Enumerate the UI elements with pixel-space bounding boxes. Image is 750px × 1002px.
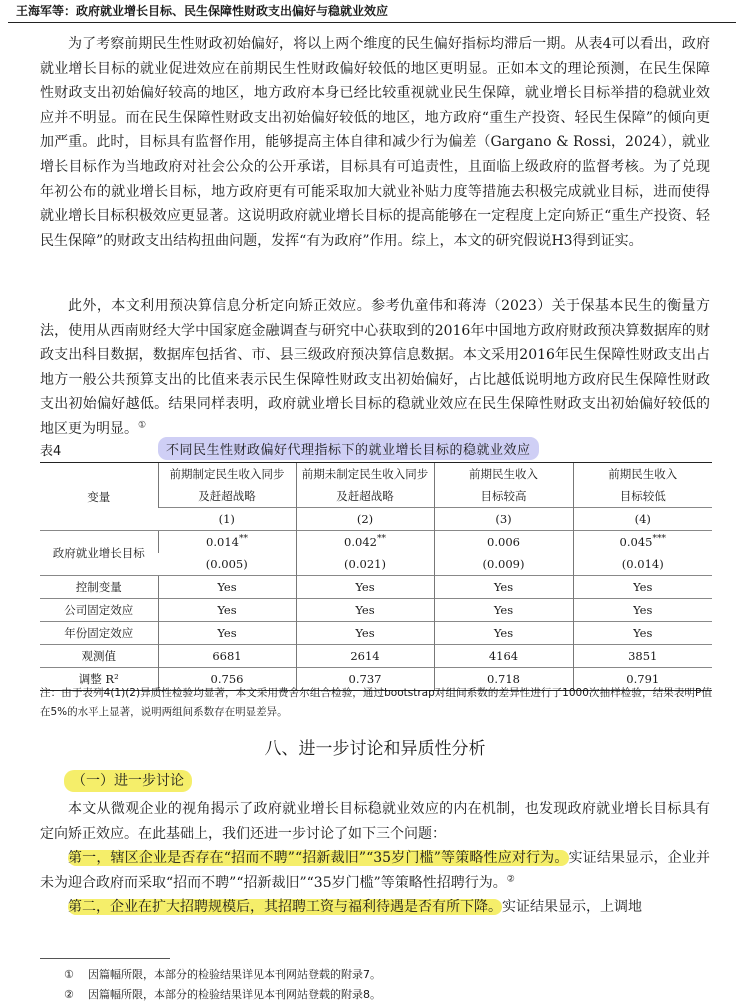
subsection-title: （一）进一步讨论	[64, 770, 192, 792]
col-header-3: 前期民生收入 目标较高	[434, 463, 573, 508]
var-header: 变量	[40, 463, 158, 531]
table-cell: 2614	[296, 645, 434, 668]
table-cell: Yes	[573, 576, 712, 599]
table-row	[40, 645, 712, 668]
footnote-mark: ①	[64, 968, 74, 981]
table-cell: Yes	[296, 622, 434, 645]
table-cell: Yes	[434, 599, 573, 622]
row-label: 年份固定效应	[40, 622, 158, 645]
table-row	[40, 622, 712, 645]
coef-cell-1: 0.014**	[158, 531, 296, 554]
table-cell: 6681	[158, 645, 296, 668]
footnote-1	[64, 966, 381, 982]
table-label: 表4	[40, 444, 62, 459]
table-cell: Yes	[296, 599, 434, 622]
paragraph-4-text: 实证结果显示，企业并未为迎合政府而采取“招而不聘”“招新裁旧”“35岁门槛”等策略性招聘行为。	[40, 850, 710, 891]
table-cell: Yes	[434, 576, 573, 599]
footnote-mark: ②	[64, 988, 74, 1001]
table-row	[40, 599, 712, 622]
coef-cell-3: 0.006	[434, 531, 573, 554]
table-row	[40, 576, 712, 599]
row-label: 调整 R²	[40, 668, 158, 691]
table-cell: Yes	[573, 622, 712, 645]
col-header-1: 前期制定民生收入同步 及赶超战略	[158, 463, 296, 508]
coef-label: 政府就业增长目标	[40, 531, 158, 576]
highlighted-question-2: 第二，企业在扩大招聘规模后，其招聘工资与福利待遇是否有所下降。	[68, 899, 502, 915]
footnote-text: 因篇幅所限，本部分的检验结果详见本刊网站登载的附录8。	[88, 988, 381, 1001]
se-cell-2: (0.021)	[296, 553, 434, 576]
paragraph-1: 为了考察前期民生性财政初始偏好，将以上两个维度的民生偏好指标均滞后一期。从表4可以看出，政府就业增长目标的就业促进效应在前期民生性财政偏好较低的地区更明显。正如本文的理论预测，在民生保障性财政支出初始偏好较高的地区，地方政府本身已经比较重视就业民生保障，就业增长目标举措的稳就业效应并不明显。而在民生保障性财政支出初始偏好较低的地区，地方政府“重生产投资、轻民生保障”的倾向更加严重。此时，目标具有监督作用，能够提高主体自律和减少行为偏差（Gargano & Rossi，2024），就业增长目标作为当地政府对社会公众的公开承诺，目标具有可追责性，且面临上级政府的监督考核。为了兑现年初公布的就业增长目标，地方政府更有可能采取加大就业补贴力度等措施去积极完成就业目标，进而使得就业增长目标积极效应更显著。这说明政府就业增长目标的提高能够在一定程度上定向矫正“重生产投资、轻民生保障”的财政支出结构扭曲问题，发挥“有为政府”作用。综上，本文的研究假说H3得到证实。	[40, 36, 710, 249]
table-note: 注：由于表列4(1)(2)异质性检验均显著，本文采用费舍尔组合检验，通过bootstrap对组间系数的差异性进行了1000次抽样检验，结果表明P值在5%的水平上显著，说明两组间系数存在明显差异。	[40, 687, 712, 718]
col-header-2: 前期未制定民生收入同步 及赶超战略	[296, 463, 434, 508]
table-cell: 0.718	[434, 668, 573, 691]
table-cell: Yes	[158, 599, 296, 622]
running-header: 王海军等：政府就业增长目标、民生保障性财政支出偏好与稳就业效应	[16, 4, 389, 18]
coef-cell-2: 0.042**	[296, 531, 434, 554]
row-label: 控制变量	[40, 576, 158, 599]
footnote-ref-1[interactable]: ①	[138, 420, 147, 431]
header-rule	[8, 22, 736, 23]
col-num-3: (3)	[434, 508, 573, 531]
paragraph-5	[40, 895, 748, 920]
table-cell: Yes	[158, 622, 296, 645]
table-cell: Yes	[434, 622, 573, 645]
footnote-ref-2[interactable]: ②	[506, 873, 515, 884]
footnote-text: 因篇幅所限，本部分的检验结果详见本刊网站登载的附录7。	[88, 968, 381, 981]
col-header-4: 前期民生收入 目标较低	[573, 463, 712, 508]
results-table	[40, 462, 712, 691]
table-cell: Yes	[573, 599, 712, 622]
col-num-2: (2)	[296, 508, 434, 531]
table-cell: 4164	[434, 645, 573, 668]
table-title: 不同民生性财政偏好代理指标下的就业增长目标的稳就业效应	[158, 437, 539, 460]
table-cell: Yes	[158, 576, 296, 599]
footnote-rule	[40, 958, 170, 959]
table-cell: Yes	[296, 576, 434, 599]
paragraph-2	[40, 294, 710, 442]
table-cell: 0.791	[573, 668, 712, 691]
paragraph-2-text: 此外，本文利用预决算信息分析定向矫正效应。参考仇童伟和蒋涛（2023）关于保基本民生的衡量方法，使用从西南财经大学中国家庭金融调查与研究中心获取到的2016年中国地方政府财政预决算数据库的财政支出科目数据，数据库包括省、市、县三级政府预决算信息数据。本文采用2016年民生保障性财政支出占地方一般公共预算支出的比值来表示民生保障性财政支出初始偏好，占比越低说明地方政府民生保障性财政支出初始偏好越低。结果同样表明，政府就业增长目标的稳就业效应在民生保障性财政支出初始偏好较低的地区更为明显。	[40, 298, 710, 437]
se-cell-1: (0.005)	[205, 557, 248, 571]
table-cell: 0.756	[158, 668, 296, 691]
highlighted-question-1: 第一，辖区企业是否存在“招而不聘”“招新裁旧”“35岁门槛”等策略性应对行为。	[68, 850, 569, 866]
col-num-4: (4)	[573, 508, 712, 531]
paragraph-5-text: 实证结果显示，上调地	[502, 899, 642, 915]
row-label: 观测值	[40, 645, 158, 668]
se-cell-3: (0.009)	[434, 553, 573, 576]
coef-cell-4: 0.045***	[573, 531, 712, 554]
row-label: 公司固定效应	[40, 599, 158, 622]
paragraph-3: 本文从微观企业的视角揭示了政府就业增长目标稳就业效应的内在机制，也发现政府就业增长目标具有定向矫正效应。在此基础上，我们还进一步讨论了如下三个问题：	[40, 801, 710, 842]
section-title: 八、进一步讨论和异质性分析	[264, 739, 486, 759]
coef-row	[40, 531, 712, 554]
table-header-row	[40, 463, 712, 508]
se-cell-4: (0.014)	[573, 553, 712, 576]
col-num-1: (1)	[158, 508, 296, 531]
paragraph-4	[40, 846, 710, 895]
table-cell: 3851	[573, 645, 712, 668]
table-cell: 0.737	[296, 668, 434, 691]
